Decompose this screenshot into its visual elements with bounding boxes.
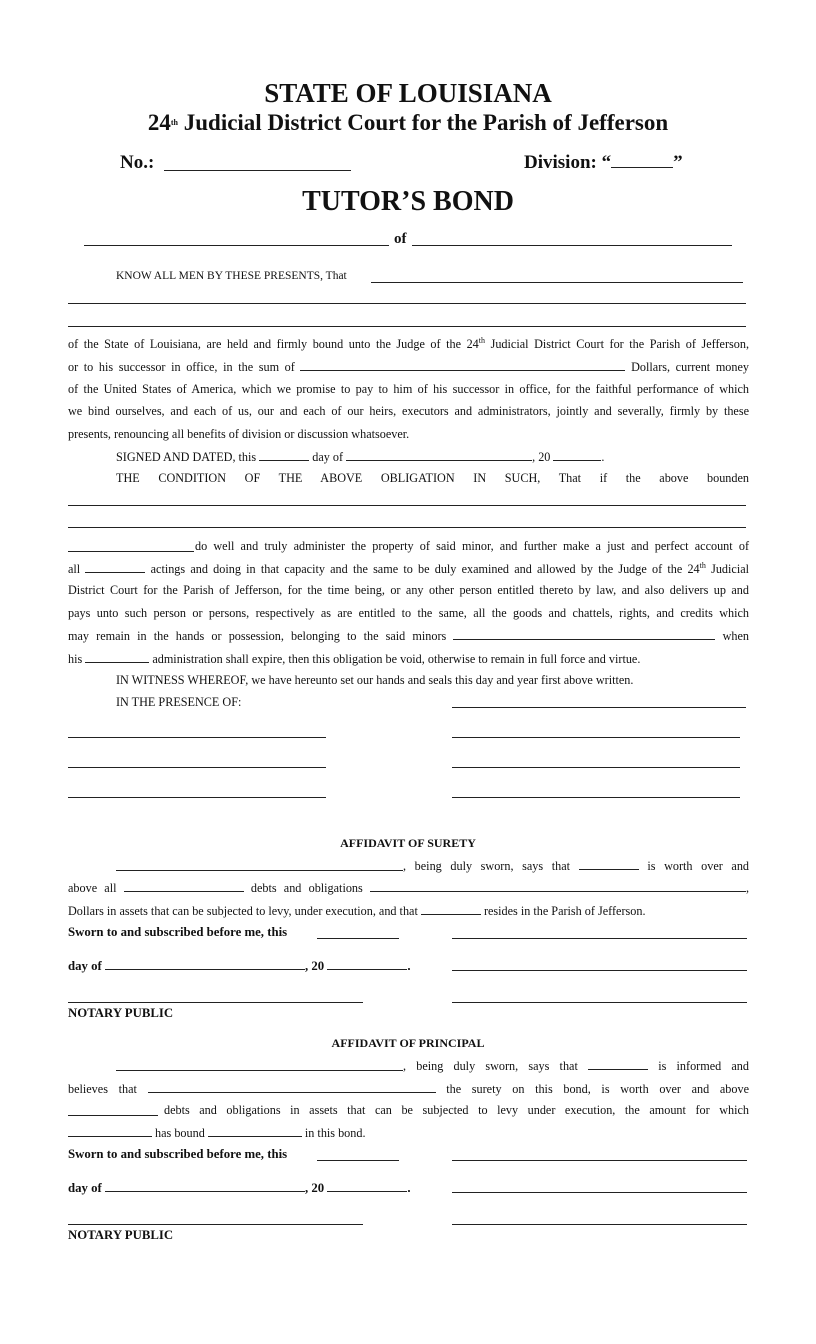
bond-line-1	[68, 337, 749, 352]
surety-sworn-label: Sworn to and subscribed before me, this	[68, 925, 288, 939]
signature-line-right-4[interactable]	[452, 797, 740, 798]
surety-sworn-day-field[interactable]	[317, 938, 399, 939]
bounden-field-3[interactable]	[68, 551, 194, 552]
court-ordinal: 24	[147, 110, 171, 135]
bond-line-2b: Dollars, current money	[631, 360, 750, 374]
principal-title: AFFIDAVIT OF PRINCIPAL	[331, 1036, 485, 1050]
principal-twenty-label: , 20	[304, 1181, 325, 1195]
bond-line-3: of the United States of America, which we promise to pay to him of his successor in office, for the faithful performance of which	[68, 382, 749, 396]
witness-line: IN WITNESS WHEREOF, we have hereunto set our hands and seals this day and year first above written.	[116, 673, 634, 687]
condition-line-6b: administration shall expire, then this obligation be void, otherwise to remain in full force and virtue.	[152, 652, 641, 666]
bond-line-1a: of the State of Louisiana, are held and firmly bound unto the Judge of the 24	[68, 337, 479, 351]
bounden-field-2[interactable]	[68, 527, 746, 528]
of-label: of	[394, 231, 407, 247]
condition-line-5b: when	[722, 629, 749, 643]
surety-signature-line[interactable]	[452, 938, 747, 939]
signature-line-right-1[interactable]	[452, 707, 746, 708]
principal-amount-field[interactable]	[208, 1125, 302, 1137]
condition-line-5a: may remain in the hands or possession, belonging to the said minors	[68, 629, 447, 643]
principal-signature-line-2[interactable]	[452, 1192, 747, 1193]
principal-debts-field[interactable]	[68, 1115, 158, 1116]
surety-signature-line-3[interactable]	[452, 1002, 747, 1003]
principal-month-field[interactable]	[105, 1180, 305, 1192]
principal-line-3: debts and obligations in assets that can be subjected to levy under execution, the amount for which	[164, 1103, 749, 1117]
signed-text-b: day of	[312, 450, 344, 464]
signed-day-field[interactable]	[259, 449, 309, 461]
principal-notary-signature-line[interactable]	[68, 1224, 363, 1225]
document-title: TUTOR’S BOND	[302, 186, 514, 217]
condition-line-2	[68, 561, 749, 577]
condition-line-2b: actings and doing in that capacity and the same to be duly examined and allowed by the Judge of the 24	[150, 562, 700, 576]
surety-line-1b: is worth over and	[647, 859, 750, 873]
signature-line-right-2[interactable]	[452, 737, 740, 738]
witness-signature-line-1[interactable]	[68, 737, 326, 738]
principal-period: .	[407, 1181, 411, 1195]
surety-line-1a: , being duly sworn, says that	[403, 859, 571, 873]
surety-line-3a: Dollars in assets that can be subjected to levy, under execution, and that	[68, 904, 418, 918]
minors-field[interactable]	[453, 628, 715, 640]
presence-label: IN THE PRESENCE OF:	[116, 695, 242, 709]
bond-line-2	[68, 359, 749, 375]
condition-line-2-sup: th	[699, 561, 706, 570]
header-state: STATE OF LOUISIANA	[264, 78, 552, 108]
principal-line-4	[68, 1125, 366, 1141]
surety-worth-field[interactable]	[579, 858, 639, 870]
case-number-field[interactable]	[164, 170, 351, 171]
principal-line-1a: , being duly sworn, says that	[403, 1059, 578, 1073]
header-court	[0, 110, 816, 136]
condition-line-2a: all	[68, 562, 81, 576]
bounden-field-1[interactable]	[68, 505, 746, 506]
court-name: Judicial District Court for the Parish of Jefferson	[183, 110, 669, 135]
surety-amount-field[interactable]	[124, 880, 244, 892]
principal-signature-line-3[interactable]	[452, 1224, 747, 1225]
principal-date-line	[68, 1180, 411, 1196]
principal-sworn-label: Sworn to and subscribed before me, this	[68, 1147, 288, 1161]
bond-line-1b: Judicial District Court for the Parish of Jefferson,	[490, 337, 750, 351]
surety-day-of-label: day of	[68, 959, 102, 973]
condition-line: THE CONDITION OF THE ABOVE OBLIGATION IN SUCH, That if the above bounden	[116, 471, 749, 485]
condition-line-3: District Court for the Parish of Jefferson, for the time being, or any other person entitled thereto by law, and also delivers up and	[68, 583, 749, 597]
principal-surety-field-2[interactable]	[68, 303, 746, 304]
surety-obligations-field[interactable]	[370, 880, 746, 892]
condition-line-5	[68, 628, 749, 644]
surety-twenty-label: , 20	[304, 959, 325, 973]
bond-line-2a: or to his successor in office, in the sum of	[68, 360, 295, 374]
witness-signature-line-3[interactable]	[68, 797, 326, 798]
condition-line-6a: his	[68, 652, 83, 666]
condition-line-6	[68, 651, 640, 667]
principal-notary-label: NOTARY PUBLIC	[68, 1228, 174, 1242]
principal-line-2	[68, 1081, 749, 1097]
condition-line-1: do well and truly administer the property of said minor, and further make a just and perfect account of	[195, 539, 749, 553]
surety-line-1	[403, 858, 749, 874]
signed-text-c: , 20	[532, 450, 551, 464]
surety-notary-signature-line[interactable]	[68, 1002, 363, 1003]
principal-day-of-label: day of	[68, 1181, 102, 1195]
surety-signature-line-2[interactable]	[452, 970, 747, 971]
bond-amount-field[interactable]	[300, 359, 625, 371]
surety-month-field[interactable]	[105, 958, 305, 970]
condition-line-2c: Judicial	[711, 562, 750, 576]
principal-bound-field[interactable]	[68, 1125, 152, 1137]
surety-line-2c: ,	[745, 881, 750, 895]
signed-text-a: SIGNED AND DATED, this	[116, 450, 257, 464]
principal-signature-line[interactable]	[452, 1160, 747, 1161]
surety-date-line	[68, 958, 411, 974]
surety-line-2	[68, 880, 749, 896]
tutor-name-field[interactable]	[84, 245, 389, 246]
surety-name-field[interactable]	[116, 870, 403, 871]
signed-text-d: .	[601, 450, 605, 464]
surety-notary-label: NOTARY PUBLIC	[68, 1006, 174, 1020]
principal-line-2a: believes that	[68, 1082, 137, 1096]
witness-signature-line-2[interactable]	[68, 767, 326, 768]
signature-line-right-3[interactable]	[452, 767, 740, 768]
signed-year-field[interactable]	[553, 449, 601, 461]
bond-line-5: presents, renouncing all benefits of division or discussion whatsoever.	[68, 427, 410, 441]
principal-name-field[interactable]	[116, 1070, 403, 1071]
principal-line-1	[403, 1058, 749, 1074]
bond-line-1-sup: th	[478, 336, 486, 345]
court-ordinal-sup: th	[170, 118, 178, 127]
principal-surety-field-1[interactable]	[371, 282, 743, 283]
principal-informed-field[interactable]	[588, 1058, 648, 1070]
principal-surety-field-3[interactable]	[68, 326, 746, 327]
signed-month-field[interactable]	[346, 449, 532, 461]
surety-line-3	[68, 903, 646, 919]
principal-year-field[interactable]	[327, 1180, 407, 1192]
surety-period: .	[407, 959, 411, 973]
condition-line-4: pays unto such person or persons, respectively as are entitled to the same, all the goods and chattels, rights, and credits which	[68, 606, 749, 620]
know-all-text: KNOW ALL MEN BY THESE PRESENTS, That	[116, 270, 347, 282]
principal-line-4b: in this bond.	[304, 1126, 366, 1140]
division-close-quote: ”	[673, 152, 683, 173]
bond-line-4: we bind ourselves, and each of us, our and each of our heirs, executors and administrators, jointly and severally, firmly by these	[68, 404, 749, 418]
actings-field[interactable]	[85, 561, 145, 573]
surety-line-3b: resides in the Parish of Jefferson.	[483, 904, 646, 918]
signed-dated-line	[116, 449, 604, 465]
division-open-quote: “	[601, 152, 612, 173]
surety-resides-field[interactable]	[421, 903, 481, 915]
surety-year-field[interactable]	[327, 958, 407, 970]
surety-title: AFFIDAVIT OF SURETY	[340, 836, 476, 850]
division-label: Division:	[524, 152, 597, 173]
principal-sworn-day-field[interactable]	[317, 1160, 399, 1161]
principal-surety-field[interactable]	[148, 1081, 436, 1093]
surety-line-2b: debts and obligations	[250, 881, 363, 895]
division-label-group	[524, 152, 683, 174]
division-field[interactable]	[611, 152, 673, 168]
minor-name-field[interactable]	[412, 245, 732, 246]
no-label: No.:	[120, 152, 155, 173]
principal-line-2b: the surety on this bond, is worth over and above	[446, 1082, 750, 1096]
administration-field[interactable]	[85, 651, 149, 663]
principal-line-1b: is informed and	[658, 1059, 749, 1073]
principal-line-4a: has bound	[155, 1126, 205, 1140]
surety-line-2a: above all	[68, 881, 117, 895]
